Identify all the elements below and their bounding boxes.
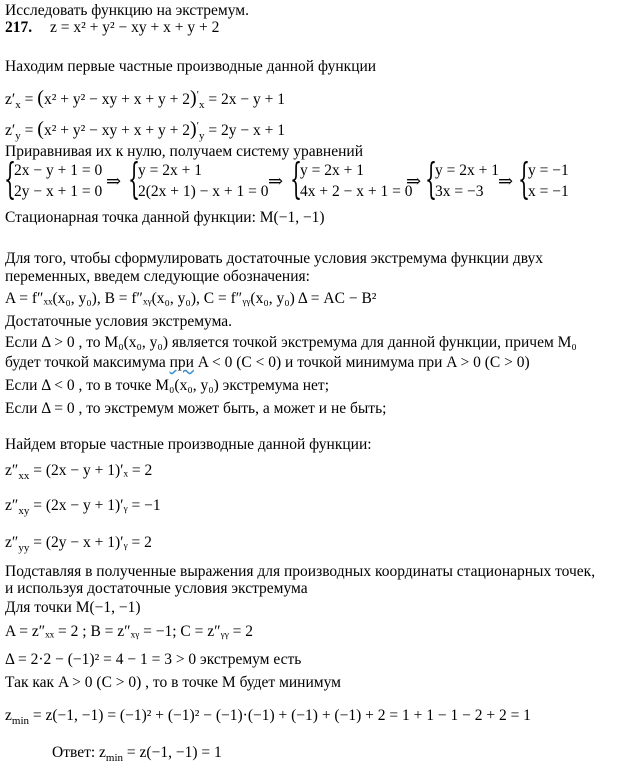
zxy-sub: xy <box>18 505 30 517</box>
zyy-expr: (2y − x + 1)′ᵧ = 2 <box>45 534 152 551</box>
sys3-eq2: 4x + 2 − x + 1 = 0 <box>300 183 413 200</box>
step4-line-1: Подставляя в полученные выражения для производных координаты стационарных точек, <box>5 563 596 580</box>
since-line: Так как A > 0 (C > 0) , то в точке M будет минимум <box>5 674 341 691</box>
zy-rhs: = 2y − x + 1 <box>208 122 286 139</box>
zy-lhs: z′ <box>5 122 16 139</box>
answer-z: z <box>99 744 106 761</box>
answer-label: Ответ: <box>52 744 96 761</box>
c1b-post: A < 0 (C < 0) и точкой минимума при A > 0 (C > 0) <box>193 354 530 371</box>
condition-1a: Если Δ > 0 , то M₀(x₀, y₀) является точкой экстремума для данной функции, причем M₀ <box>5 334 577 351</box>
brace-5: { <box>518 154 531 203</box>
delta-line: Δ = 2·2 − (−1)² = 4 − 1 = 3 > 0 экстремум есть <box>5 651 302 668</box>
sys4-eq1: y = 2x + 1 <box>435 162 499 179</box>
sys1-eq2: 2y − x + 1 = 0 <box>14 183 103 200</box>
system-2 <box>138 160 269 202</box>
point-line: Для точки M(−1, −1) <box>5 599 141 616</box>
zx-lhs: z′ <box>5 91 16 108</box>
zxx-expr: (2x − y + 1)′ₓ = 2 <box>45 462 153 479</box>
step4-line-2: и используя достаточные условия экстремума <box>5 580 308 597</box>
arrow-4: ⇒ <box>498 171 514 191</box>
system-3 <box>300 160 412 202</box>
problem-line <box>5 19 219 37</box>
zxx-line: $z''_{xx} = (2x - y + 1)'_x = 2$ <box>5 462 153 482</box>
notation-line: A = f″ₓₓ(x₀, y₀), B = f″ₓᵧ(x₀, y₀), C = f″ᵧᵧ(x₀, y₀) Δ = AC − B² <box>5 290 377 307</box>
answer-line <box>52 744 222 767</box>
condition-3: Если Δ = 0 , то экстремум может быть, а может и не быть; <box>5 400 387 417</box>
zyy-sub: yy <box>18 542 30 554</box>
condition-1b <box>5 354 530 372</box>
zy-derivative: $z'_y = (x^2 + y^2$ − xy + $x + y + 2)'_y = 2y - x + 1$ <box>5 118 286 142</box>
zyy-lhs: z″ <box>5 534 19 551</box>
system-1 <box>14 160 102 202</box>
zxy-line: $z''_{xy} = (2x - y$ + 1)′ᵧ = −1 <box>5 497 161 517</box>
brace-4: { <box>425 154 438 203</box>
sys2-eq1: y = 2x + 1 <box>138 162 202 179</box>
zxy-expr: (2x − y + 1)′ᵧ = −1 <box>45 497 161 514</box>
sys2-eq2: 2(2x + 1) − x + 1 = 0 <box>138 183 269 200</box>
zx-inner: x² + y² − xy + x + y + 2 <box>43 91 190 108</box>
brace-2: { <box>128 154 141 203</box>
abc-line: A = z″ₓₓ = 2 ; B = z″ₓᵧ = −1; C = z″ᵧᵧ = 2 <box>5 623 254 640</box>
zx-sub: x <box>15 99 21 111</box>
step2-heading: Приравнивая их к нулю, получаем систему уравнений <box>5 143 363 160</box>
condition-2: Если Δ < 0 , то в точке M₀(x₀, y₀) экстремума нет; <box>5 377 330 394</box>
brace-1: { <box>4 154 17 203</box>
zxx-sub: xx <box>18 470 30 482</box>
problem-number: 217. <box>5 19 33 36</box>
brace-3: { <box>290 154 303 203</box>
zxy-lhs: z″ <box>5 497 19 514</box>
step1-heading: Находим первые частные производные данной функции <box>5 58 377 75</box>
c1b-underlined: при <box>169 354 194 371</box>
zy-sub: y <box>15 130 21 142</box>
conditions-title: Достаточные условия экстремума. <box>5 313 233 330</box>
zx-rhs: = 2x − y + 1 <box>208 91 286 108</box>
arrow-3: ⇒ <box>406 171 422 191</box>
stationary-point: Стационарная точка данной функции: M(−1, −1) <box>5 209 325 226</box>
arrow-2: ⇒ <box>268 171 284 191</box>
zmin-symbol: z <box>5 707 12 724</box>
system-5 <box>528 160 569 202</box>
zxx-lhs: z″ <box>5 462 19 479</box>
task-header: Исследовать функцию на экстремум. <box>5 2 249 19</box>
problem-formula: z = x² + y² − xy + x + y + 2 <box>50 19 220 36</box>
sys5-eq1: y = −1 <box>528 162 569 179</box>
zx-derivative: $z'_x = (x^2 + y^2$ − xy + $x + y + 2)'_x = 2x - y + 1$ <box>5 87 286 111</box>
zyy-line: $z''_{yy} = (2y - x$ + 1)′ᵧ = 2 <box>5 534 152 554</box>
system-4 <box>435 160 499 202</box>
conditions-intro-1: Для того, чтобы сформулировать достаточные условия экстремума функции двух <box>5 250 543 267</box>
sys1-eq1: 2x − y + 1 = 0 <box>14 162 103 179</box>
step3-heading: Найдем вторые частные производные данной функции: <box>5 436 372 453</box>
conditions-intro-2: переменных, введем следующие обозначения: <box>5 268 310 285</box>
c1b-pre: будет точкой максимума <box>5 354 170 371</box>
answer-expr: = z(−1, −1) = 1 <box>126 744 222 761</box>
zmin-sub: min <box>11 715 30 727</box>
sys3-eq1: y = 2x + 1 <box>300 162 364 179</box>
sys4-eq2: 3x = −3 <box>435 183 484 200</box>
zy-inner: x² + y² − xy + x + y + 2 <box>43 122 190 139</box>
zmin-line <box>5 707 531 730</box>
zmin-expr: = z(−1, −1) = (−1)² + (−1)² − (−1)·(−1) + (−1) + (−1) + 2 = 1 + 1 − 1 − 2 + 2 = 1 <box>32 707 531 724</box>
arrow-1: ⇒ <box>106 171 122 191</box>
sys5-eq2: x = −1 <box>528 183 569 200</box>
answer-sub: min <box>105 752 124 764</box>
